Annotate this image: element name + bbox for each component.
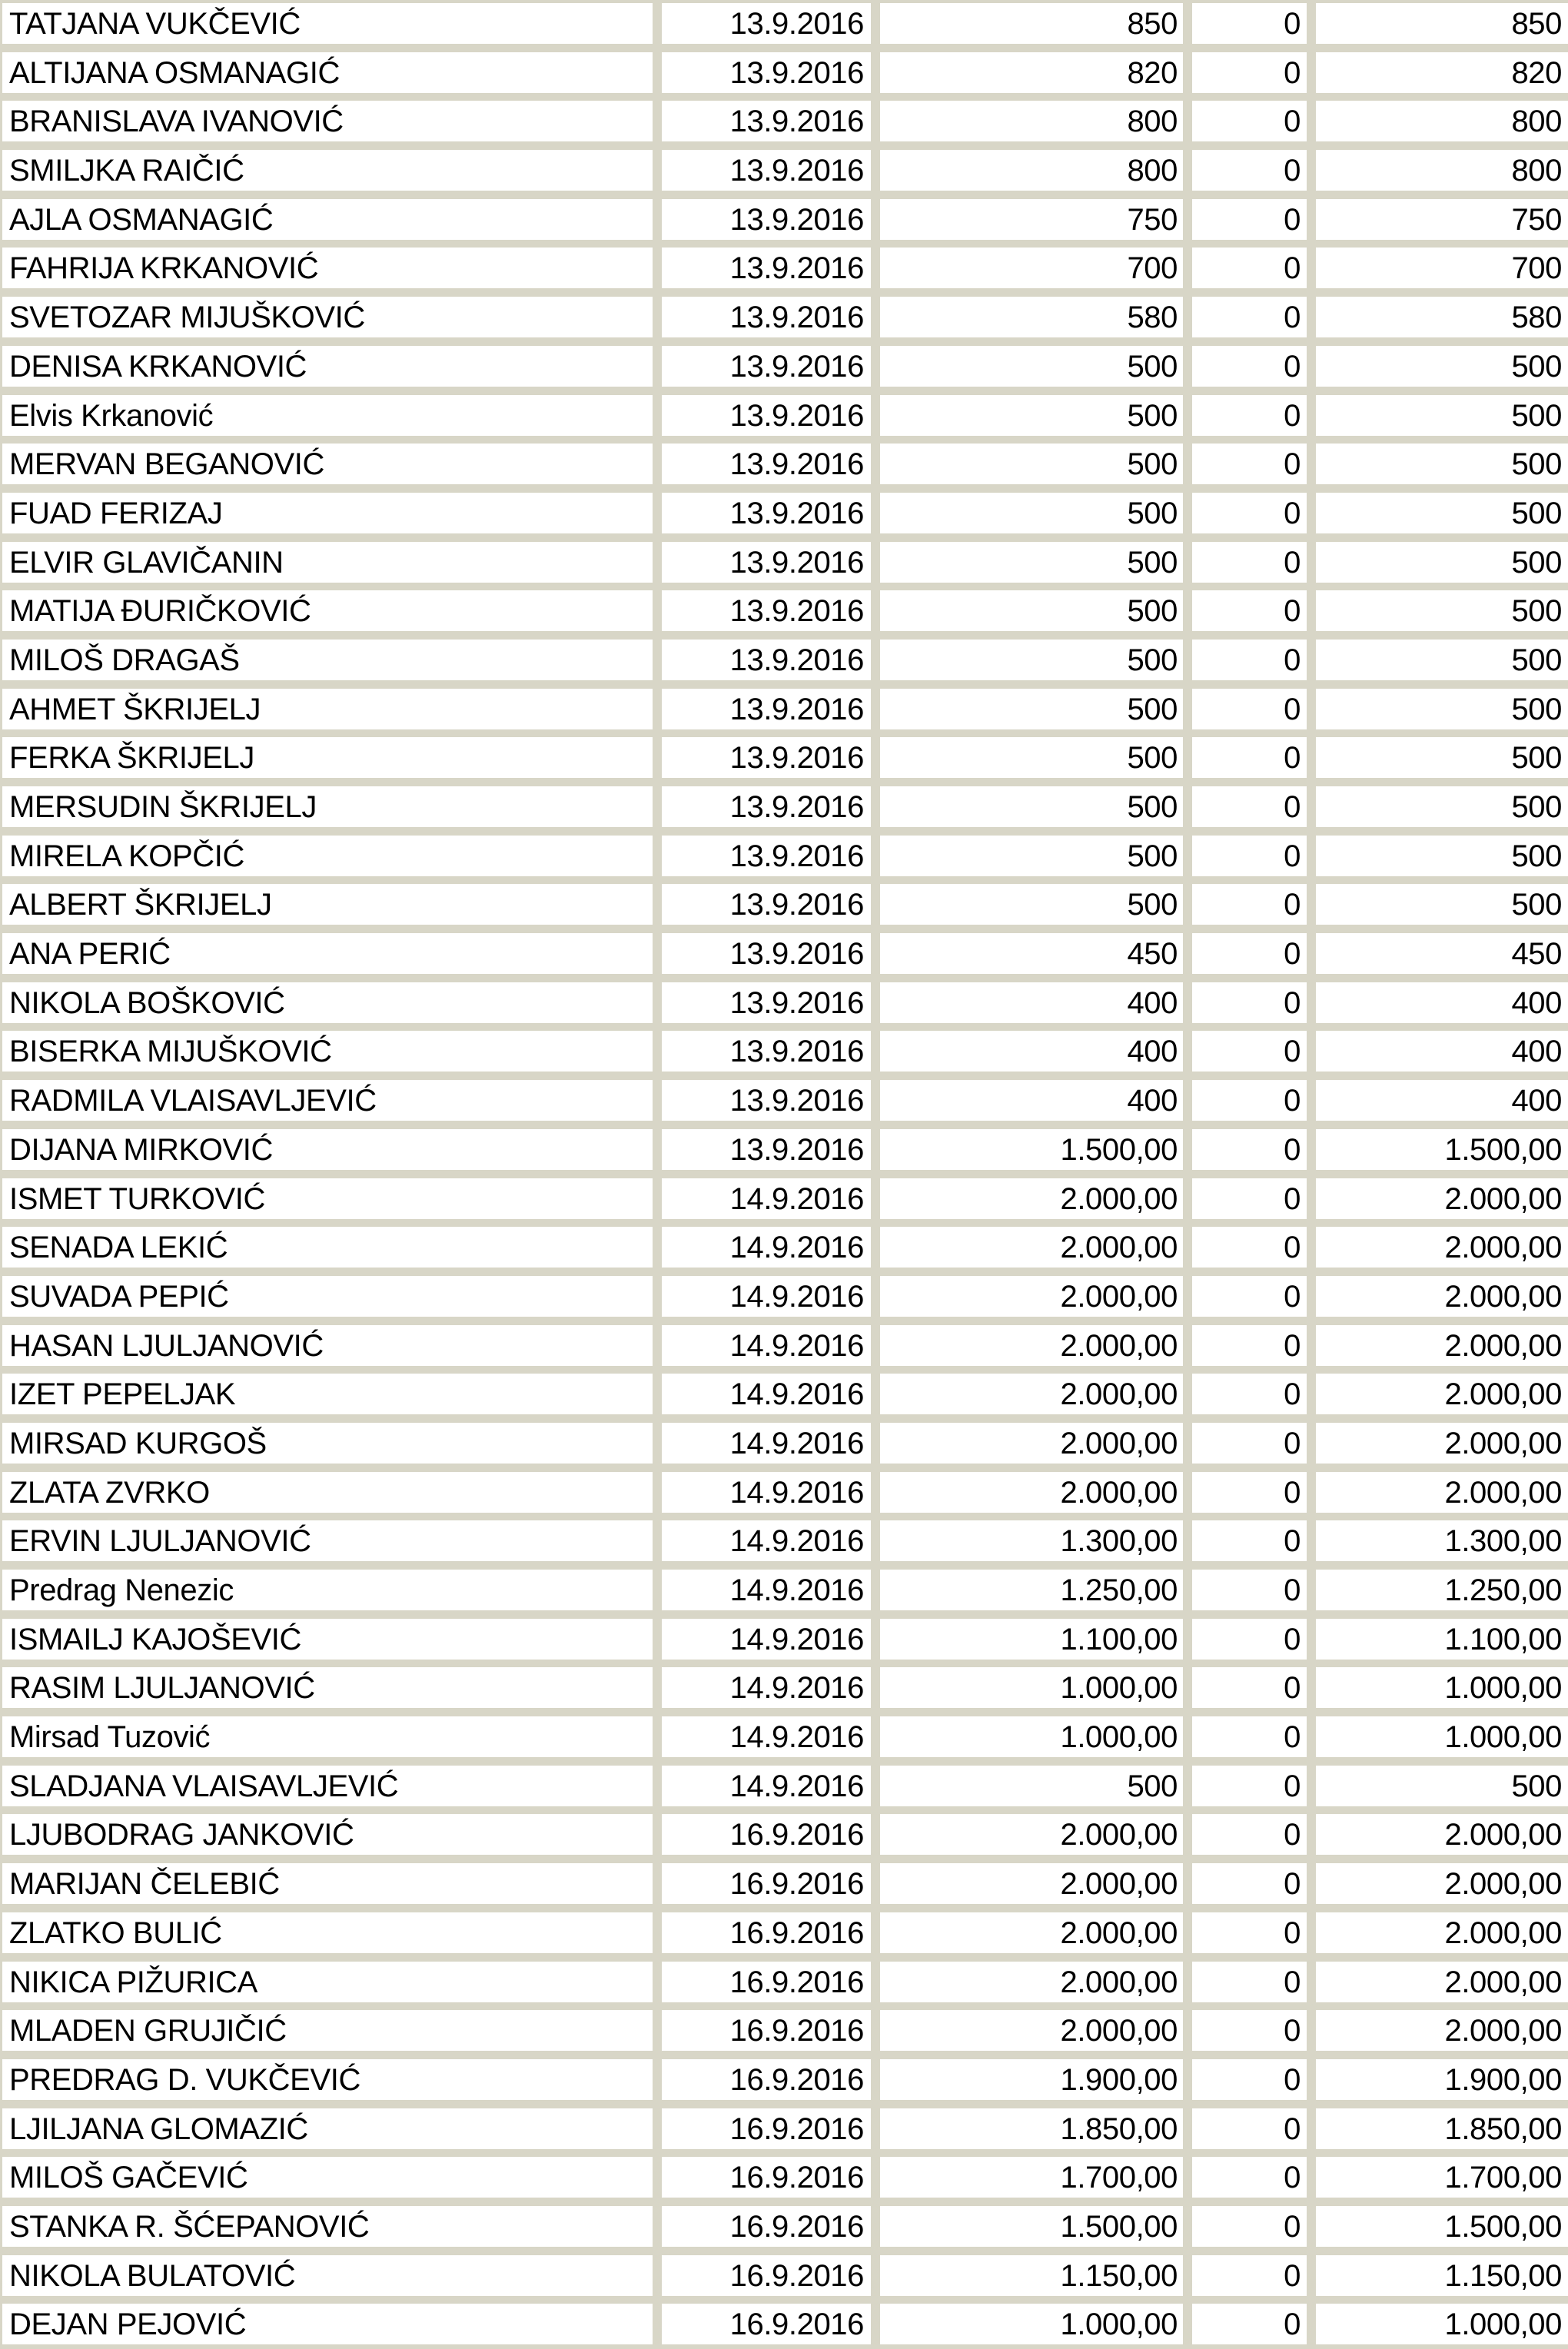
total-cell: 500 (1316, 590, 1568, 631)
zero-cell: 0 (1192, 2304, 1307, 2344)
table-row (2, 982, 1568, 1023)
total-cell: 1.700,00 (1316, 2157, 1568, 2198)
date-cell: 14.9.2016 (662, 1766, 871, 1806)
table-row (2, 346, 1568, 387)
payer-name-cell: ERVIN LJULJANOVIĆ (2, 1520, 653, 1561)
date-cell: 13.9.2016 (662, 248, 871, 288)
date-cell: 13.9.2016 (662, 1031, 871, 1072)
zero-cell: 0 (1192, 1080, 1307, 1121)
total-cell: 500 (1316, 640, 1568, 680)
zero-cell: 0 (1192, 689, 1307, 729)
total-cell: 500 (1316, 493, 1568, 533)
total-cell: 400 (1316, 982, 1568, 1023)
table-row (2, 1374, 1568, 1414)
total-cell: 850 (1316, 3, 1568, 44)
payer-name-cell: ZLATKO BULIĆ (2, 1912, 653, 1953)
table-row (2, 1520, 1568, 1561)
total-cell: 2.000,00 (1316, 1423, 1568, 1464)
table-row (2, 1080, 1568, 1121)
zero-cell: 0 (1192, 1766, 1307, 1806)
payer-name-cell: SENADA LEKIĆ (2, 1227, 653, 1268)
zero-cell: 0 (1192, 1325, 1307, 1366)
date-cell: 14.9.2016 (662, 1472, 871, 1513)
payer-name-cell: MATIJA ĐURIČKOVIĆ (2, 590, 653, 631)
table-row (2, 1619, 1568, 1660)
zero-cell: 0 (1192, 444, 1307, 484)
date-cell: 13.9.2016 (662, 640, 871, 680)
table-row (2, 542, 1568, 583)
amount-cell: 2.000,00 (880, 1863, 1183, 1904)
table-row (2, 884, 1568, 925)
payer-name-cell: ISMAILJ KAJOŠEVIĆ (2, 1619, 653, 1660)
amount-cell: 500 (880, 542, 1183, 583)
total-cell: 2.000,00 (1316, 1374, 1568, 1414)
table-row (2, 786, 1568, 827)
table-row (2, 150, 1568, 191)
payer-name-cell: NIKOLA BULATOVIĆ (2, 2255, 653, 2296)
table-row (2, 1912, 1568, 1953)
amount-cell: 850 (880, 3, 1183, 44)
date-cell: 13.9.2016 (662, 52, 871, 93)
total-cell: 1.250,00 (1316, 1570, 1568, 1610)
zero-cell: 0 (1192, 982, 1307, 1023)
payer-name-cell: BRANISLAVA IVANOVIĆ (2, 101, 653, 141)
date-cell: 13.9.2016 (662, 590, 871, 631)
zero-cell: 0 (1192, 1962, 1307, 2002)
payer-name-cell: MIRELA KOPČIĆ (2, 836, 653, 876)
zero-cell: 0 (1192, 1472, 1307, 1513)
payer-name-cell: MIRSAD KURGOŠ (2, 1423, 653, 1464)
zero-cell: 0 (1192, 2108, 1307, 2149)
date-cell: 14.9.2016 (662, 1178, 871, 1219)
date-cell: 14.9.2016 (662, 1276, 871, 1317)
zero-cell: 0 (1192, 1863, 1307, 1904)
total-cell: 800 (1316, 150, 1568, 191)
zero-cell: 0 (1192, 1227, 1307, 1268)
amount-cell: 1.000,00 (880, 1716, 1183, 1757)
total-cell: 500 (1316, 346, 1568, 387)
table-row (2, 1031, 1568, 1072)
zero-cell: 0 (1192, 590, 1307, 631)
date-cell: 16.9.2016 (662, 1814, 871, 1855)
total-cell: 2.000,00 (1316, 1863, 1568, 1904)
payer-name-cell: DENISA KRKANOVIĆ (2, 346, 653, 387)
payer-name-cell: STANKA R. ŠĆEPANOVIĆ (2, 2206, 653, 2247)
amount-cell: 500 (880, 590, 1183, 631)
zero-cell: 0 (1192, 395, 1307, 436)
date-cell: 14.9.2016 (662, 1227, 871, 1268)
total-cell: 500 (1316, 444, 1568, 484)
payer-name-cell: BISERKA MIJUŠKOVIĆ (2, 1031, 653, 1072)
payer-name-cell: ISMET TURKOVIĆ (2, 1178, 653, 1219)
total-cell: 2.000,00 (1316, 1227, 1568, 1268)
zero-cell: 0 (1192, 3, 1307, 44)
zero-cell: 0 (1192, 101, 1307, 141)
total-cell: 500 (1316, 836, 1568, 876)
amount-cell: 2.000,00 (880, 2010, 1183, 2051)
zero-cell: 0 (1192, 1570, 1307, 1610)
payer-name-cell: SLADJANA VLAISAVLJEVIĆ (2, 1766, 653, 1806)
date-cell: 13.9.2016 (662, 444, 871, 484)
date-cell: 16.9.2016 (662, 2206, 871, 2247)
date-cell: 13.9.2016 (662, 933, 871, 974)
zero-cell: 0 (1192, 1178, 1307, 1219)
zero-cell: 0 (1192, 493, 1307, 533)
zero-cell: 0 (1192, 248, 1307, 288)
table-row (2, 493, 1568, 533)
amount-cell: 2.000,00 (880, 1962, 1183, 2002)
zero-cell: 0 (1192, 1129, 1307, 1170)
table-row (2, 52, 1568, 93)
amount-cell: 820 (880, 52, 1183, 93)
date-cell: 14.9.2016 (662, 1374, 871, 1414)
table-row (2, 3, 1568, 44)
total-cell: 1.300,00 (1316, 1520, 1568, 1561)
zero-cell: 0 (1192, 199, 1307, 240)
table-row (2, 1962, 1568, 2002)
table-row (2, 640, 1568, 680)
payer-name-cell: ANA PERIĆ (2, 933, 653, 974)
table-row (2, 689, 1568, 729)
total-cell: 2.000,00 (1316, 1325, 1568, 1366)
date-cell: 13.9.2016 (662, 3, 871, 44)
date-cell: 13.9.2016 (662, 689, 871, 729)
amount-cell: 500 (880, 640, 1183, 680)
date-cell: 13.9.2016 (662, 836, 871, 876)
zero-cell: 0 (1192, 2157, 1307, 2198)
total-cell: 1.000,00 (1316, 1667, 1568, 1708)
zero-cell: 0 (1192, 1912, 1307, 1953)
date-cell: 14.9.2016 (662, 1423, 871, 1464)
payer-name-cell: AHMET ŠKRIJELJ (2, 689, 653, 729)
payer-name-cell: FERKA ŠKRIJELJ (2, 737, 653, 778)
table-row (2, 1423, 1568, 1464)
zero-cell: 0 (1192, 542, 1307, 583)
amount-cell: 2.000,00 (880, 1374, 1183, 1414)
date-cell: 14.9.2016 (662, 1570, 871, 1610)
payer-name-cell: HASAN LJULJANOVIĆ (2, 1325, 653, 1366)
total-cell: 1.100,00 (1316, 1619, 1568, 1660)
total-cell: 1.000,00 (1316, 1716, 1568, 1757)
date-cell: 13.9.2016 (662, 737, 871, 778)
date-cell: 14.9.2016 (662, 1520, 871, 1561)
total-cell: 700 (1316, 248, 1568, 288)
amount-cell: 500 (880, 1766, 1183, 1806)
date-cell: 14.9.2016 (662, 1716, 871, 1757)
payer-name-cell: Predrag Nenezic (2, 1570, 653, 1610)
date-cell: 16.9.2016 (662, 2108, 871, 2149)
total-cell: 800 (1316, 101, 1568, 141)
table-row (2, 1667, 1568, 1708)
date-cell: 13.9.2016 (662, 493, 871, 533)
table-row (2, 2206, 1568, 2247)
date-cell: 13.9.2016 (662, 884, 871, 925)
payer-name-cell: LJILJANA GLOMAZIĆ (2, 2108, 653, 2149)
amount-cell: 2.000,00 (880, 1325, 1183, 1366)
payer-name-cell: RADMILA VLAISAVLJEVIĆ (2, 1080, 653, 1121)
amount-cell: 400 (880, 1031, 1183, 1072)
date-cell: 13.9.2016 (662, 542, 871, 583)
payer-name-cell: SVETOZAR MIJUŠKOVIĆ (2, 297, 653, 337)
date-cell: 13.9.2016 (662, 1080, 871, 1121)
date-cell: 13.9.2016 (662, 101, 871, 141)
date-cell: 16.9.2016 (662, 2157, 871, 2198)
payer-name-cell: NIKOLA BOŠKOVIĆ (2, 982, 653, 1023)
total-cell: 1.150,00 (1316, 2255, 1568, 2296)
table-row (2, 1178, 1568, 1219)
date-cell: 14.9.2016 (662, 1667, 871, 1708)
table-row (2, 933, 1568, 974)
total-cell: 500 (1316, 884, 1568, 925)
payer-name-cell: MLADEN GRUJIČIĆ (2, 2010, 653, 2051)
date-cell: 16.9.2016 (662, 1912, 871, 1953)
date-cell: 13.9.2016 (662, 982, 871, 1023)
zero-cell: 0 (1192, 1814, 1307, 1855)
date-cell: 14.9.2016 (662, 1325, 871, 1366)
zero-cell: 0 (1192, 1619, 1307, 1660)
zero-cell: 0 (1192, 933, 1307, 974)
amount-cell: 500 (880, 689, 1183, 729)
total-cell: 500 (1316, 737, 1568, 778)
table-row (2, 1325, 1568, 1366)
date-cell: 16.9.2016 (662, 2010, 871, 2051)
table-row (2, 1129, 1568, 1170)
zero-cell: 0 (1192, 2059, 1307, 2100)
payer-name-cell: MERVAN BEGANOVIĆ (2, 444, 653, 484)
table-row (2, 590, 1568, 631)
amount-cell: 2.000,00 (880, 1814, 1183, 1855)
table-row (2, 2010, 1568, 2051)
table-row (2, 1766, 1568, 1806)
total-cell: 450 (1316, 933, 1568, 974)
amount-cell: 580 (880, 297, 1183, 337)
total-cell: 2.000,00 (1316, 1814, 1568, 1855)
table-row (2, 1716, 1568, 1757)
total-cell: 500 (1316, 689, 1568, 729)
date-cell: 16.9.2016 (662, 1863, 871, 1904)
payer-name-cell: RASIM LJULJANOVIĆ (2, 1667, 653, 1708)
table-row (2, 1863, 1568, 1904)
table-row (2, 1814, 1568, 1855)
amount-cell: 2.000,00 (880, 1472, 1183, 1513)
date-cell: 13.9.2016 (662, 1129, 871, 1170)
payer-name-cell: MILOŠ GAČEVIĆ (2, 2157, 653, 2198)
amount-cell: 2.000,00 (880, 1178, 1183, 1219)
amount-cell: 400 (880, 1080, 1183, 1121)
date-cell: 13.9.2016 (662, 786, 871, 827)
zero-cell: 0 (1192, 1374, 1307, 1414)
total-cell: 2.000,00 (1316, 1912, 1568, 1953)
amount-cell: 500 (880, 836, 1183, 876)
total-cell: 500 (1316, 1766, 1568, 1806)
date-cell: 13.9.2016 (662, 150, 871, 191)
payer-name-cell: MARIJAN ČELEBIĆ (2, 1863, 653, 1904)
table-row (2, 1227, 1568, 1268)
amount-cell: 2.000,00 (880, 1227, 1183, 1268)
payer-name-cell: Elvis Krkanović (2, 395, 653, 436)
zero-cell: 0 (1192, 1716, 1307, 1757)
amount-cell: 1.500,00 (880, 1129, 1183, 1170)
amount-cell: 1.150,00 (880, 2255, 1183, 2296)
payer-name-cell: MILOŠ DRAGAŠ (2, 640, 653, 680)
table-row (2, 737, 1568, 778)
amount-cell: 1.300,00 (880, 1520, 1183, 1561)
amount-cell: 500 (880, 884, 1183, 925)
total-cell: 500 (1316, 542, 1568, 583)
zero-cell: 0 (1192, 640, 1307, 680)
table-row (2, 101, 1568, 141)
amount-cell: 500 (880, 786, 1183, 827)
payer-name-cell: SMILJKA RAIČIĆ (2, 150, 653, 191)
amount-cell: 400 (880, 982, 1183, 1023)
payer-name-cell: Mirsad Tuzović (2, 1716, 653, 1757)
date-cell: 16.9.2016 (662, 2059, 871, 2100)
table-row (2, 2157, 1568, 2198)
total-cell: 2.000,00 (1316, 1178, 1568, 1219)
total-cell: 400 (1316, 1080, 1568, 1121)
amount-cell: 800 (880, 150, 1183, 191)
amount-cell: 700 (880, 248, 1183, 288)
table-row (2, 1472, 1568, 1513)
total-cell: 2.000,00 (1316, 1276, 1568, 1317)
table-row (2, 199, 1568, 240)
payer-name-cell: DEJAN PEJOVIĆ (2, 2304, 653, 2344)
amount-cell: 1.250,00 (880, 1570, 1183, 1610)
table-row (2, 836, 1568, 876)
payer-name-cell: SUVADA PEPIĆ (2, 1276, 653, 1317)
total-cell: 750 (1316, 199, 1568, 240)
payer-name-cell: FAHRIJA KRKANOVIĆ (2, 248, 653, 288)
table-row (2, 248, 1568, 288)
payer-name-cell: ALBERT ŠKRIJELJ (2, 884, 653, 925)
zero-cell: 0 (1192, 1520, 1307, 1561)
payer-name-cell: NIKICA PIŽURICA (2, 1962, 653, 2002)
total-cell: 1.850,00 (1316, 2108, 1568, 2149)
date-cell: 13.9.2016 (662, 346, 871, 387)
zero-cell: 0 (1192, 737, 1307, 778)
zero-cell: 0 (1192, 884, 1307, 925)
table-row (2, 2255, 1568, 2296)
total-cell: 1.900,00 (1316, 2059, 1568, 2100)
table-row (2, 1276, 1568, 1317)
amount-cell: 500 (880, 737, 1183, 778)
payer-name-cell: AJLA OSMANAGIĆ (2, 199, 653, 240)
zero-cell: 0 (1192, 1276, 1307, 1317)
table-row (2, 444, 1568, 484)
total-cell: 500 (1316, 395, 1568, 436)
payer-name-cell: LJUBODRAG JANKOVIĆ (2, 1814, 653, 1855)
total-cell: 2.000,00 (1316, 1472, 1568, 1513)
date-cell: 13.9.2016 (662, 395, 871, 436)
zero-cell: 0 (1192, 2255, 1307, 2296)
date-cell: 16.9.2016 (662, 2304, 871, 2344)
payer-name-cell: ELVIR GLAVIČANIN (2, 542, 653, 583)
payer-name-cell: DIJANA MIRKOVIĆ (2, 1129, 653, 1170)
zero-cell: 0 (1192, 346, 1307, 387)
payer-name-cell: PREDRAG D. VUKČEVIĆ (2, 2059, 653, 2100)
payer-name-cell: FUAD FERIZAJ (2, 493, 653, 533)
zero-cell: 0 (1192, 786, 1307, 827)
zero-cell: 0 (1192, 2206, 1307, 2247)
payer-name-cell: TATJANA VUKČEVIĆ (2, 3, 653, 44)
amount-cell: 500 (880, 444, 1183, 484)
amount-cell: 800 (880, 101, 1183, 141)
amount-cell: 2.000,00 (880, 1912, 1183, 1953)
amount-cell: 2.000,00 (880, 1276, 1183, 1317)
amount-cell: 2.000,00 (880, 1423, 1183, 1464)
table-row (2, 1570, 1568, 1610)
amount-cell: 500 (880, 346, 1183, 387)
total-cell: 1.500,00 (1316, 2206, 1568, 2247)
payer-name-cell: ALTIJANA OSMANAGIĆ (2, 52, 653, 93)
zero-cell: 0 (1192, 1423, 1307, 1464)
total-cell: 2.000,00 (1316, 1962, 1568, 2002)
total-cell: 820 (1316, 52, 1568, 93)
amount-cell: 1.000,00 (880, 1667, 1183, 1708)
table-row (2, 395, 1568, 436)
zero-cell: 0 (1192, 150, 1307, 191)
amount-cell: 500 (880, 395, 1183, 436)
total-cell: 1.500,00 (1316, 1129, 1568, 1170)
date-cell: 16.9.2016 (662, 2255, 871, 2296)
amount-cell: 1.900,00 (880, 2059, 1183, 2100)
amount-cell: 750 (880, 199, 1183, 240)
zero-cell: 0 (1192, 297, 1307, 337)
table-row (2, 2304, 1568, 2344)
amount-cell: 1.000,00 (880, 2304, 1183, 2344)
total-cell: 1.000,00 (1316, 2304, 1568, 2344)
zero-cell: 0 (1192, 836, 1307, 876)
table-row (2, 2108, 1568, 2149)
amount-cell: 1.850,00 (880, 2108, 1183, 2149)
zero-cell: 0 (1192, 1031, 1307, 1072)
amount-cell: 1.100,00 (880, 1619, 1183, 1660)
date-cell: 14.9.2016 (662, 1619, 871, 1660)
total-cell: 400 (1316, 1031, 1568, 1072)
amount-cell: 1.500,00 (880, 2206, 1183, 2247)
amount-cell: 450 (880, 933, 1183, 974)
amount-cell: 1.700,00 (880, 2157, 1183, 2198)
date-cell: 13.9.2016 (662, 199, 871, 240)
payer-name-cell: MERSUDIN ŠKRIJELJ (2, 786, 653, 827)
amount-cell: 500 (880, 493, 1183, 533)
total-cell: 500 (1316, 786, 1568, 827)
table-row (2, 297, 1568, 337)
total-cell: 2.000,00 (1316, 2010, 1568, 2051)
date-cell: 16.9.2016 (662, 1962, 871, 2002)
total-cell: 580 (1316, 297, 1568, 337)
table-row (2, 2059, 1568, 2100)
zero-cell: 0 (1192, 2010, 1307, 2051)
zero-cell: 0 (1192, 52, 1307, 93)
payer-name-cell: IZET PEPELJAK (2, 1374, 653, 1414)
payer-name-cell: ZLATA ZVRKO (2, 1472, 653, 1513)
zero-cell: 0 (1192, 1667, 1307, 1708)
date-cell: 13.9.2016 (662, 297, 871, 337)
